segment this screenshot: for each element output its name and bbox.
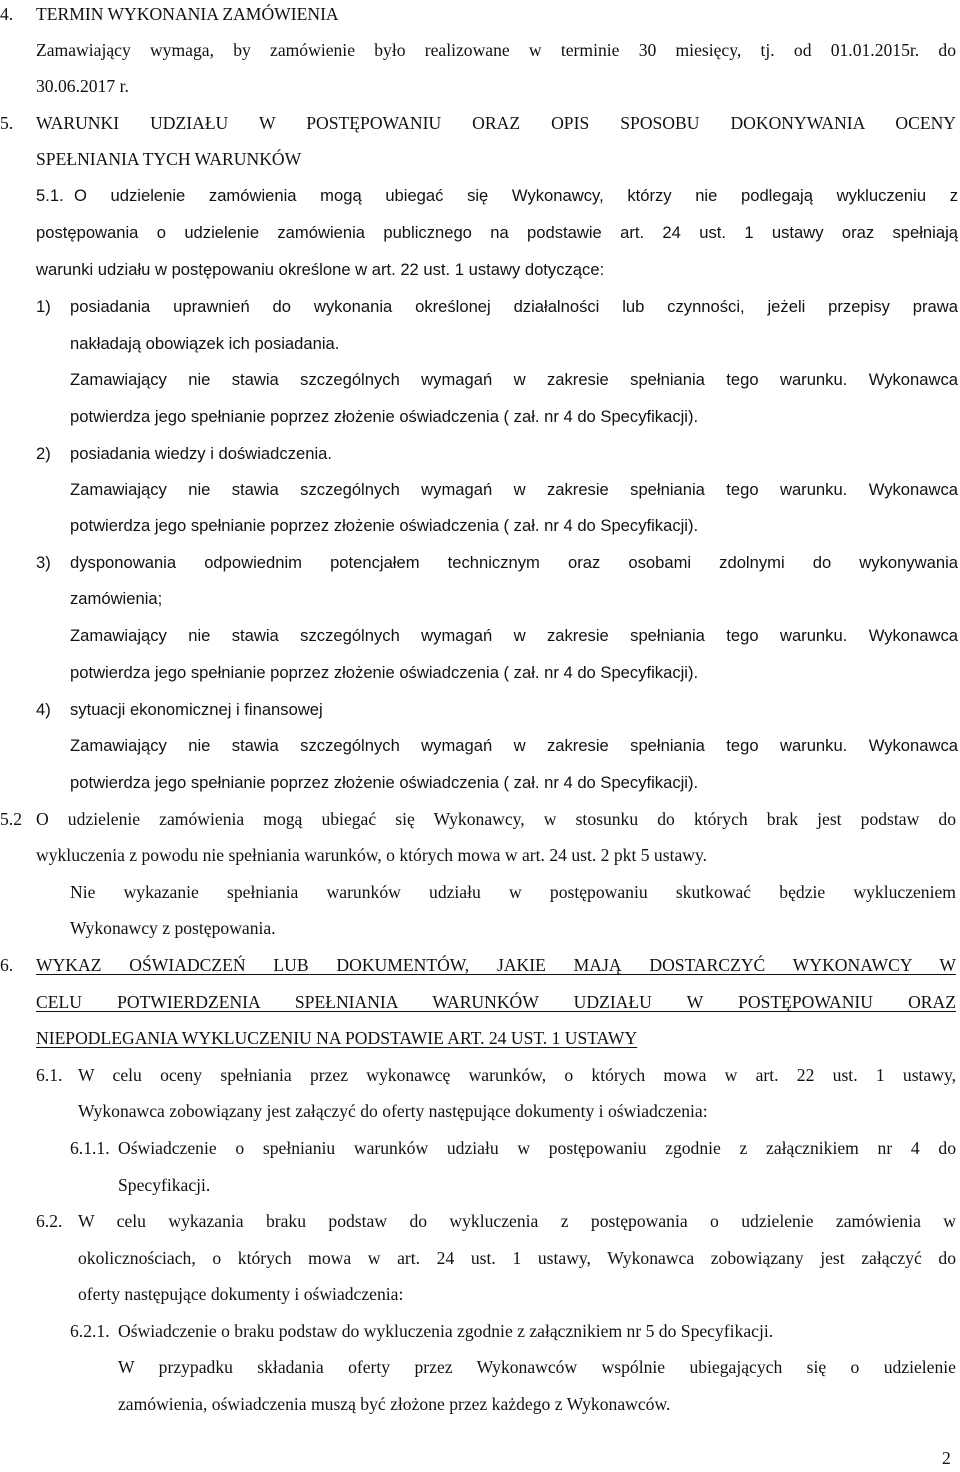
section-6-heading: WYKAZ OŚWIADCZEŃ LUB DOKUMENTÓW, JAKIE MAJĄ DOSTARCZYĆ WYKONAWCY W bbox=[36, 955, 956, 975]
section-4-text-line: 30.06.2017 r. bbox=[36, 76, 129, 96]
condition-item-number: 1) bbox=[36, 297, 51, 316]
condition-item-number: 2) bbox=[36, 444, 51, 463]
section-6-number: 6. bbox=[0, 955, 14, 975]
condition-requirement-line: Zamawiający nie stawia szczególnych wymagań w zakresie spełniania tego warunku. Wykonawca bbox=[70, 370, 958, 389]
condition-requirement-line: potwierdza jego spełnianie poprzez złożenie oświadczenia ( zał. nr 4 do Specyfikacji). bbox=[70, 663, 699, 682]
condition-requirement-line: potwierdza jego spełnianie poprzez złożenie oświadczenia ( zał. nr 4 do Specyfikacji). bbox=[70, 516, 699, 535]
section-6-heading: CELU POTWIERDZENIA SPEŁNIANIA WARUNKÓW UDZIAŁU W POSTĘPOWANIU ORAZ bbox=[36, 992, 956, 1012]
section-4-number: 4. bbox=[0, 4, 14, 24]
paragraph-6-1-line: Wykonawca zobowiązany jest załączyć do oferty następujące dokumenty i oświadczenia: bbox=[78, 1101, 708, 1121]
paragraph-5-2-line: Nie wykazanie spełniania warunków udziału w postępowaniu skutkować będzie wykluczeniem bbox=[70, 882, 956, 902]
condition-item-text: sytuacji ekonomicznej i finansowej bbox=[70, 700, 323, 719]
paragraph-6-1-line: W celu oceny spełniania przez wykonawcę warunków, o których mowa w art. 22 ust. 1 ustawy, bbox=[78, 1065, 956, 1085]
paragraph-5-2-line: wykluczenia z powodu nie spełniania warunków, o których mowa w art. 24 ust. 2 pkt 5 ustawy. bbox=[36, 845, 708, 865]
condition-requirement-line: potwierdza jego spełnianie poprzez złożenie oświadczenia ( zał. nr 4 do Specyfikacji). bbox=[70, 773, 699, 792]
paragraph-5-1-line: warunki udziału w postępowaniu określone w art. 22 ust. 1 ustawy dotyczące: bbox=[36, 260, 605, 279]
section-6-heading: NIEPODLEGANIA WYKLUCZENIU NA PODSTAWIE ART. 24 UST. 1 USTAWY bbox=[36, 1028, 638, 1048]
paragraph-6-1-1-line: Oświadczenie o spełnianiu warunków udziału w postępowaniu zgodnie z załącznikiem nr 4 do bbox=[118, 1138, 956, 1158]
paragraph-5-1-line: O udzielenie zamówienia mogą ubiegać się Wykonawcy, którzy nie podlegają wykluczeniu z bbox=[74, 186, 958, 205]
condition-item-text: posiadania wiedzy i doświadczenia. bbox=[70, 444, 332, 463]
condition-item-text: zamówienia; bbox=[70, 589, 163, 608]
condition-requirement-line: Zamawiający nie stawia szczególnych wymagań w zakresie spełniania tego warunku. Wykonawca bbox=[70, 736, 958, 755]
condition-requirement-line: Zamawiający nie stawia szczególnych wymagań w zakresie spełniania tego warunku. Wykonawca bbox=[70, 626, 958, 645]
condition-item-text: posiadania uprawnień do wykonania określonej działalności lub czynności, jeżeli przepisy prawa bbox=[70, 297, 958, 316]
condition-requirement-line: Zamawiający nie stawia szczególnych wymagań w zakresie spełniania tego warunku. Wykonawca bbox=[70, 480, 958, 499]
condition-item-text: dysponowania odpowiednim potencjałem technicznym oraz osobami zdolnymi do wykonywania bbox=[70, 553, 958, 572]
paragraph-6-2-1-line: zamówienia, oświadczenia muszą być złożone przez każdego z Wykonawców. bbox=[118, 1394, 671, 1414]
paragraph-6-2-line: oferty następujące dokumenty i oświadczenia: bbox=[78, 1284, 404, 1304]
paragraph-5-2-line: Wykonawcy z postępowania. bbox=[70, 918, 276, 938]
paragraph-6-2-1-number: 6.2.1. bbox=[70, 1321, 110, 1341]
paragraph-6-2-number: 6.2. bbox=[36, 1211, 63, 1231]
paragraph-5-2-number: 5.2 bbox=[0, 809, 22, 829]
section-5-heading: SPEŁNIANIA TYCH WARUNKÓW bbox=[36, 149, 302, 169]
paragraph-5-1-line: postępowania o udzielenie zamówienia publicznego na podstawie art. 24 ust. 1 ustawy oraz spełniają bbox=[36, 223, 958, 242]
paragraph-6-1-1-line: Specyfikacji. bbox=[118, 1175, 211, 1195]
section-5-number: 5. bbox=[0, 113, 14, 133]
paragraph-6-2-line: W celu wykazania braku podstaw do wykluczenia z postępowania o udzielenie zamówienia w bbox=[78, 1211, 956, 1231]
paragraph-6-2-1-line: Oświadczenie o braku podstaw do wykluczenia zgodnie z załącznikiem nr 5 do Specyfikacji. bbox=[118, 1321, 774, 1341]
section-4-text-line: Zamawiający wymaga, by zamówienie było realizowane w terminie 30 miesięcy, tj. od 01.01.2015r. do bbox=[36, 40, 956, 60]
paragraph-6-2-1-line: W przypadku składania oferty przez Wykonawców wspólnie ubiegających się o udzielenie bbox=[118, 1357, 956, 1377]
page-number: 2 bbox=[942, 1448, 951, 1468]
section-5-heading: WARUNKI UDZIAŁU W POSTĘPOWANIU ORAZ OPIS SPOSOBU DOKONYWANIA OCENY bbox=[36, 113, 956, 133]
condition-item-number: 4) bbox=[36, 700, 51, 719]
paragraph-5-2-line: O udzielenie zamówienia mogą ubiegać się Wykonawcy, w stosunku do których brak jest podstaw do bbox=[36, 809, 956, 829]
paragraph-6-1-number: 6.1. bbox=[36, 1065, 63, 1085]
condition-requirement-line: potwierdza jego spełnianie poprzez złożenie oświadczenia ( zał. nr 4 do Specyfikacji). bbox=[70, 407, 699, 426]
paragraph-5-1-number: 5.1. bbox=[36, 186, 64, 205]
paragraph-6-2-line: okolicznościach, o których mowa w art. 24 ust. 1 ustawy, Wykonawca zobowiązany jest załączyć do bbox=[78, 1248, 956, 1268]
paragraph-6-1-1-number: 6.1.1. bbox=[70, 1138, 110, 1158]
condition-item-number: 3) bbox=[36, 553, 51, 572]
condition-item-text: nakładają obowiązek ich posiadania. bbox=[70, 334, 340, 353]
section-4-heading: TERMIN WYKONANIA ZAMÓWIENIA bbox=[36, 4, 339, 24]
